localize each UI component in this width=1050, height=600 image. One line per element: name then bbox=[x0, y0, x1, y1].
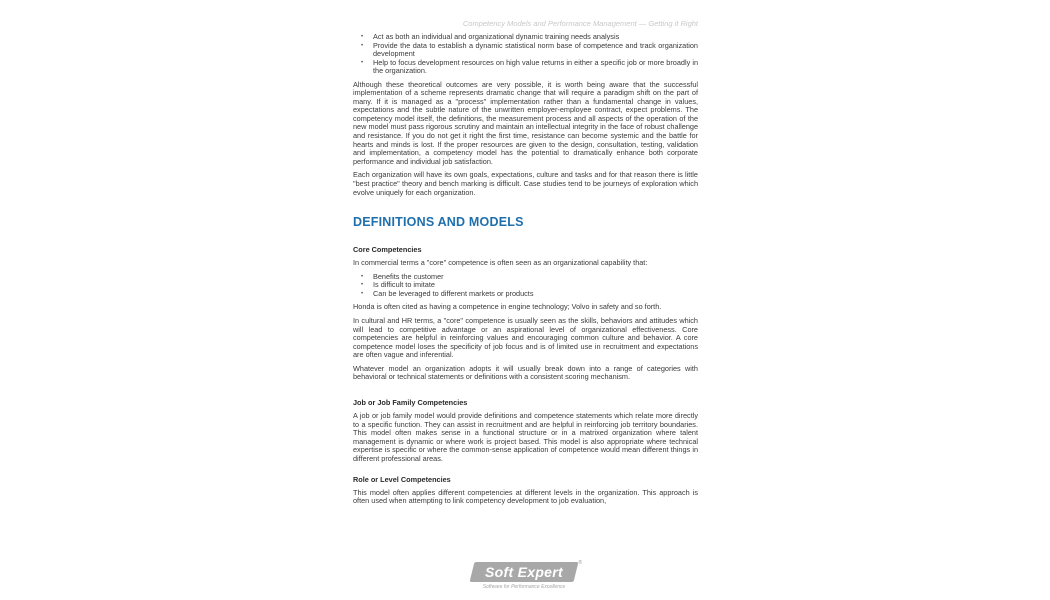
core-bullet-list bbox=[353, 273, 698, 299]
logo-tagline: Software for Performance Excellence bbox=[482, 584, 566, 590]
list-item: • Is difficult to imitate bbox=[373, 281, 698, 290]
paragraph: A job or job family model would provide definitions and competence statements which relate more directly to a specific function. They can assist in recruitment and are helpful in reinforcing job territory boundaries. This model often makes sense in a functional structure or in a matrixed organization where talent management is dynamic or where work is project based. This model is also appropriate where technical expertise is specific or where the common-sense application of competence would mean different things in different professional areas. bbox=[353, 411, 698, 464]
section-title: DEFINITIONS AND MODELS bbox=[353, 215, 524, 230]
paragraph: In cultural and HR terms, a "core" competence is usually seen as the skills, behaviors and attitudes which will lead to competitive advantage or an aspirational level of organizational effectiveness. Core competencies are helpful in reinforcing values and encouraging common culture and behavior. A core competence model loses the specificity of job focus and is of limited use in recruitment and expectations are often vague and inferential. bbox=[353, 315, 698, 360]
list-item: • Can be leveraged to different markets or products bbox=[373, 290, 698, 299]
subsection-heading-core: Core Competencies bbox=[353, 245, 422, 255]
list-item: • Benefits the customer bbox=[373, 273, 698, 282]
list-item: • Act as both an individual and organizational dynamic training needs analysis bbox=[373, 33, 698, 42]
paragraph: Honda is often cited as having a competence in engine technology; Volvo in safety and so forth. bbox=[353, 302, 662, 312]
logo-text: Soft Expert bbox=[485, 564, 563, 580]
softexpert-logo bbox=[470, 562, 582, 592]
paragraph: In commercial terms a "core" competence is often seen as an organizational capability that: bbox=[353, 258, 648, 268]
subsection-heading-job: Job or Job Family Competencies bbox=[353, 398, 468, 408]
list-item: • Help to focus development resources on high value returns in either a specific job or more broadly in the organization. bbox=[373, 59, 698, 76]
registered-mark: ® bbox=[578, 560, 582, 566]
paragraph: This model often applies different competencies at different levels in the organization. This approach is often used when attempting to link competency development to job evaluation, bbox=[353, 487, 698, 506]
paragraph: Each organization will have its own goals, expectations, culture and tasks and for that reason there is little "best practice" theory and bench marking is difficult. Case studies tend to be journeys of exploration which evolve uniquely for each organization. bbox=[353, 170, 698, 197]
paragraph: Whatever model an organization adopts it will usually break down into a range of categories with behavioral or technical statements or definitions with a consistent scoring mechanism. bbox=[353, 363, 698, 382]
subsection-heading-role: Role or Level Competencies bbox=[353, 474, 451, 484]
list-item: • Provide the data to establish a dynamic statistical norm base of competence and track organization development bbox=[373, 42, 698, 59]
page-content bbox=[353, 33, 698, 511]
intro-bullet-list bbox=[353, 33, 698, 76]
paragraph: Although these theoretical outcomes are very possible, it is worth being aware that the successful implementation of a scheme represents dramatic change that will require a paradigm shift on the part of many. If it is managed as a "process" implementation rather than a fundamental change in values, expectations and the subtle nature of the unwritten employer-employee contract, expect problems. The competency model itself, the definitions, the measurement process and all aspects of the operation of the new model must pass rigorous scrutiny and maintain an intellectual integrity in the face of robust challenge and resistance. If you do not get it right the first time, resistance can become systemic and the battle for hearts and minds is lost. If the proper resources are given to the design, consultation, testing, validation and implementation, a competency model has the potential to dramatically enhance both corporate performance and individual job satisfaction. bbox=[353, 79, 698, 166]
running-header: Competency Models and Performance Management — Getting it Right bbox=[462, 19, 698, 28]
